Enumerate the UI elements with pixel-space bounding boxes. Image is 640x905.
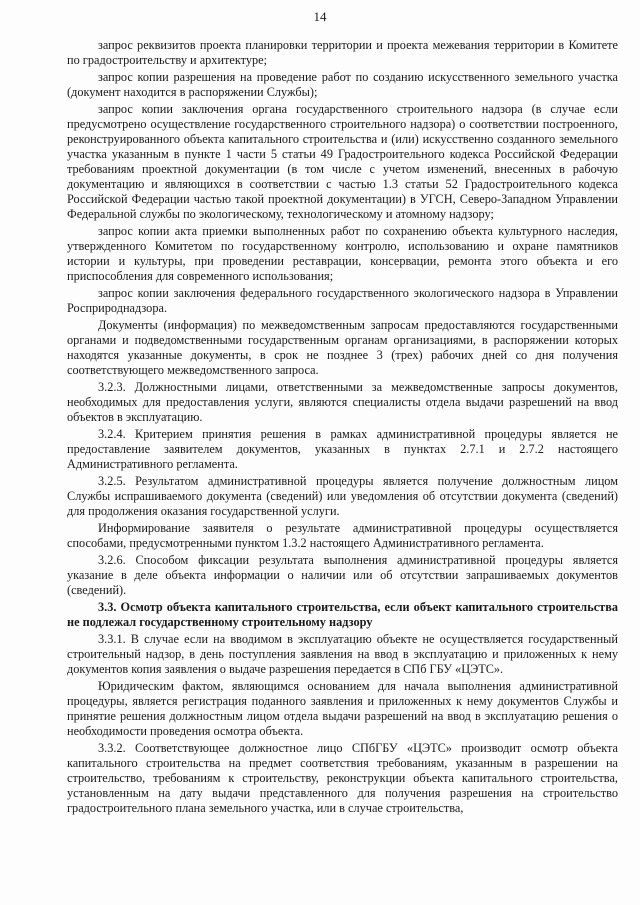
paragraph: запрос копии разрешения на проведение работ по созданию искусственного земельного участка (документ находится в распоряжении Службы); xyxy=(67,70,618,99)
paragraph: запрос копии заключения органа государственного строительного надзора (в случае если предусмотрено осуществление государственного строительного надзора) о соответствии построенного, реконструированного объекта капитального строительства и (или) искусственно созданного земельного участка указанным в пункте 1 части 5 статьи 49 Градостроительного кодекса Российской Федерации требованиям проектной документации (в том числе с учетом изменений, внесенных в рабочую документацию и являющихся в соответствии с частью 1.3 статьи 52 Градостроительного кодекса Российской Федерации частью такой проектной документации) в УГСН, Северо-Западном Управлении Федеральной службы по экологическому, технологическому и атомному надзору; xyxy=(67,102,618,221)
paragraph: запрос копии акта приемки выполненных работ по сохранению объекта культурного наследия, утвержденного Комитетом по государственному контролю, использованию и охране памятников истории и культуры, при проведении реставрации, консервации, ремонта этого объекта и его приспособления для современного использования; xyxy=(67,224,618,283)
paragraph: Информирование заявителя о результате административной процедуры осуществляется способами, предусмотренными пунктом 1.3.2 настоящего Административного регламента. xyxy=(67,521,618,550)
paragraph: 3.3.2. Соответствующее должностное лицо СПбГБУ «ЦЭТС» производит осмотр объекта капитального строительства на предмет соответствия требованиям, указанным в разрешении на строительство, требованиям к строительству, реконструкции объекта капитального строительства, установленным на дату выдачи представленного для получения разрешения на строительство градостроительного плана земельного участка, или в случае строительства, xyxy=(67,741,618,815)
section-heading: 3.3. Осмотр объекта капитального строительства, если объект капитального строительства не подлежал государственному строительному надзору xyxy=(67,600,618,629)
paragraph: 3.2.5. Результатом административной процедуры является получение должностным лицом Службы испрашиваемого документа (сведений) или уведомления об отсутствии документа (сведений) для продолжения оказания государственной услуги. xyxy=(67,474,618,518)
paragraph: Юридическим фактом, являющимся основанием для начала выполнения административной процедуры, является регистрация поданного заявления и приложенных к нему документов Службы и принятие решения должностным лицом отдела выдачи разрешений на ввод в эксплуатацию решения о необходимости проведения осмотра объекта. xyxy=(67,679,618,738)
paragraph: Документы (информация) по межведомственным запросам предоставляются государственными органами и подведомственными государственным органам организациями, в распоряжении которых находятся указанные документы, в срок не позднее 3 (трех) рабочих дней со дня получения соответствующего межведомственного запроса. xyxy=(67,318,618,377)
paragraph: 3.2.4. Критерием принятия решения в рамках административной процедуры является не предоставление заявителем документов, указанных в пунктах 2.7.1 и 2.7.2 настоящего Административного регламента. xyxy=(67,427,618,471)
paragraph: запрос копии заключения федерального государственного экологического надзора в Управлении Росприроднадзора. xyxy=(67,286,618,315)
page-number: 14 xyxy=(313,9,327,24)
paragraph: 3.2.6. Способом фиксации результата выполнения административной процедуры является указание в деле объекта информации о наличии или об отсутствии запрашиваемых документов (сведений). xyxy=(67,553,618,597)
paragraph: 3.2.3. Должностными лицами, ответственными за межведомственные запросы документов, необходимых для предоставления услуги, являются специалисты отдела выдачи разрешений на ввод объектов в эксплуатацию. xyxy=(67,380,618,424)
paragraph: запрос реквизитов проекта планировки территории и проекта межевания территории в Комитете по градостроительству и архитектуре; xyxy=(67,38,618,67)
document-body xyxy=(67,38,618,818)
paragraph: 3.3.1. В случае если на вводимом в эксплуатацию объекте не осуществляется государственный строительный надзор, в день поступления заявления на ввод в эксплуатацию и приложенных к нему документов копия заявления о выдаче разрешения передается в СПб ГБУ «ЦЭТС». xyxy=(67,632,618,676)
